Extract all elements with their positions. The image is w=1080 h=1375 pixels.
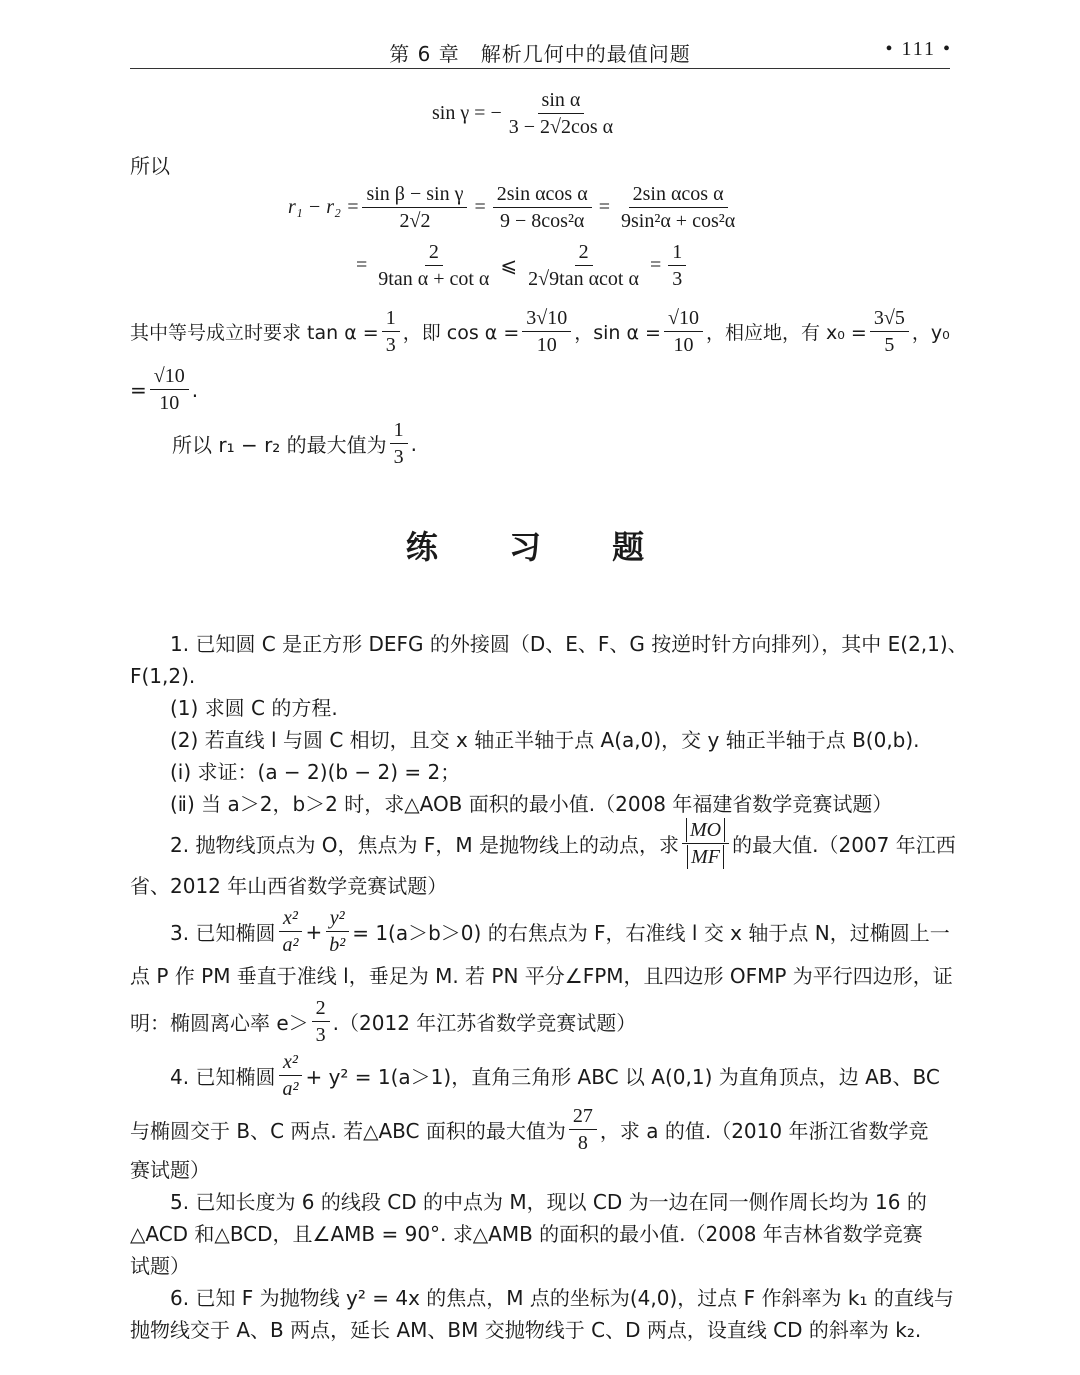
y0-period: . bbox=[191, 377, 199, 402]
eq-frac-3sqrt10-num: 3√10 bbox=[522, 306, 571, 332]
eq-frac-3sqrt5-num: 3√5 bbox=[870, 306, 909, 332]
exercise-2-text-b: 的最大值.（2007 年江西 bbox=[732, 833, 956, 857]
eq-text-b: ，即 cos α = bbox=[402, 322, 520, 344]
exercise-3-text-a: 3. 已知椭圆 bbox=[170, 921, 276, 945]
exercise-6-line2: 抛物线交于 A、B 两点，延长 AM、BM 交抛物线于 C、D 两点，设直线 CD 的斜率为 k₂. bbox=[130, 1318, 922, 1342]
exercise-3-e-den: 3 bbox=[315, 1024, 326, 1046]
y0-value-line bbox=[130, 364, 198, 415]
exercise-1-line1: 1. 已知圆 C 是正方形 DEFG 的外接圆（D、E、F、G 按逆时针方向排列），其中 E(2,1)、 bbox=[170, 632, 968, 656]
y0-frac-den: 10 bbox=[159, 392, 180, 414]
exercise-3-plus: + bbox=[305, 919, 323, 944]
formula-sin-gamma bbox=[432, 88, 620, 139]
exercise-4-x2: x² bbox=[279, 1050, 302, 1076]
exercise-2-text-a: 2. 抛物线顶点为 O，焦点为 F，M 是抛物线上的动点，求 bbox=[170, 833, 680, 857]
exercise-2-den bbox=[683, 844, 728, 869]
exercise-1-part2ii: (ⅱ) 当 a＞2，b＞2 时，求△AOB 面积的最小值.（2008 年福建省数学竞赛试题） bbox=[170, 792, 893, 816]
exercise-3-b2: b² bbox=[329, 934, 346, 956]
exercise-2-line1 bbox=[170, 818, 956, 869]
exercise-3-a2: a² bbox=[282, 934, 299, 956]
eq-frac-3sqrt5 bbox=[870, 306, 909, 357]
sin-gamma-fraction bbox=[505, 88, 617, 139]
conclusion-line bbox=[172, 418, 417, 469]
exercise-3-x2: x² bbox=[279, 906, 302, 932]
exercise-4-den: 8 bbox=[577, 1132, 588, 1154]
line2-f3-den: 3 bbox=[672, 268, 683, 290]
exercise-1-part1: (1) 求圆 C 的方程. bbox=[170, 696, 338, 720]
exercise-4-num: 27 bbox=[569, 1104, 597, 1130]
exercise-3-frac-y bbox=[325, 906, 349, 957]
sin-gamma-denominator: 3 − 2√2cos α bbox=[508, 116, 614, 138]
exercise-2-num bbox=[682, 818, 729, 844]
exercise-3-text-b: = 1(a＞b＞0) 的右焦点为 F，右准线 l 交 x 轴于点 N，过椭圆上一 bbox=[352, 921, 950, 945]
exercise-5-line2: △ACD 和△BCD，且∠AMB = 90°. 求△AMB 的面积的最小值.（2008 年吉林省数学竞赛 bbox=[130, 1222, 923, 1246]
line1-f2-den: 9 − 8cos²α bbox=[500, 210, 585, 232]
exercise-3-line3 bbox=[130, 996, 636, 1047]
line2-f2-num: 2 bbox=[575, 240, 593, 266]
exercise-3-line2: 点 P 作 PM 垂直于准线 l，垂足为 M. 若 PN 平分∠FPM，且四边形 OFMP 为平行四边形，证 bbox=[130, 964, 953, 988]
exercise-4-line2 bbox=[130, 1104, 928, 1155]
sin-gamma-numerator: sin α bbox=[538, 88, 585, 114]
eq-frac-1-3-den: 3 bbox=[385, 334, 396, 356]
eq-text-c: ，sin α = bbox=[574, 322, 661, 344]
y0-equals: = bbox=[130, 377, 147, 402]
exercise-6-line1: 6. 已知 F 为抛物线 y² = 4x 的焦点，M 点的坐标为(4,0)，过点 F 作斜率为 k₁ 的直线与 bbox=[170, 1286, 954, 1310]
exercise-2-den-abs: MF bbox=[687, 845, 724, 869]
page-number: • 111 • bbox=[885, 38, 952, 60]
exercise-5-line1: 5. 已知长度为 6 的线段 CD 的中点为 M，现以 CD 为一边在同一侧作周长均为 16 的 bbox=[170, 1190, 927, 1214]
exercise-4-a2: a² bbox=[282, 1078, 299, 1100]
line2-f3-num: 1 bbox=[668, 240, 686, 266]
sin-gamma-lhs: sin γ = − bbox=[432, 102, 502, 124]
y0-fraction bbox=[150, 364, 189, 415]
conclusion-period: . bbox=[410, 431, 418, 456]
eq-frac-1-3 bbox=[382, 306, 400, 357]
line2-f1-den: 9tan α + cot α bbox=[378, 268, 490, 290]
eq-text-d: ，相应地，有 x₀ = bbox=[705, 322, 867, 344]
exercise-3-y2: y² bbox=[326, 906, 349, 932]
exercise-4-frac bbox=[569, 1104, 597, 1155]
exercise-1-line2: F(1,2). bbox=[130, 664, 196, 688]
exercise-3-e-num: 2 bbox=[312, 996, 330, 1022]
exercise-3-line3-a: 明：椭圆离心率 e＞ bbox=[130, 1011, 309, 1035]
line1-f3-num: 2sin αcos α bbox=[629, 182, 728, 208]
conclusion-frac-den: 3 bbox=[393, 446, 404, 468]
formula-r-diff-line2: = $\frac{2}{\text{9tan α + cot α}}$ ⩽ $\frac{2}{\text{2√9tan αcot α}}$ = $\frac{1}{3}$ bbox=[356, 240, 689, 291]
conclusion-frac-num: 1 bbox=[390, 418, 408, 444]
chapter-header: 第 6 章 解析几何中的最值问题 bbox=[389, 42, 691, 66]
exercise-3-frac-e bbox=[312, 996, 330, 1047]
eq-frac-sqrt10-num: √10 bbox=[664, 306, 703, 332]
line2-fraction-3 bbox=[668, 240, 686, 291]
exercise-3-line3-b: .（2012 年江苏省数学竞赛试题） bbox=[332, 1011, 637, 1035]
exercise-4-line1 bbox=[170, 1050, 940, 1101]
r-diff-lhs: r₁ − r₂ = bbox=[288, 196, 360, 218]
line1-fraction-1 bbox=[362, 182, 467, 233]
eq-frac-sqrt10 bbox=[664, 306, 703, 357]
section-title: 练 习 题 bbox=[405, 528, 675, 566]
exercise-3-line1 bbox=[170, 906, 950, 957]
eq-text-e: ，y₀ bbox=[911, 322, 950, 344]
exercise-2-line2: 省、2012 年山西省数学竞赛试题） bbox=[130, 874, 448, 898]
eq-frac-3sqrt5-den: 5 bbox=[884, 334, 895, 356]
exercise-1-part2i: (ⅰ) 求证：(a − 2)(b − 2) = 2； bbox=[170, 760, 461, 784]
exercise-2-num-abs: MO bbox=[686, 818, 725, 842]
line1-f3-den: 9sin²α + cos²α bbox=[620, 210, 736, 232]
eq-frac-3sqrt10 bbox=[522, 306, 571, 357]
line1-fraction-2 bbox=[493, 182, 592, 233]
exercise-4-line2-b: ，求 a 的值.（2010 年浙江省数学竞 bbox=[599, 1119, 929, 1143]
eq-frac-1-3-num: 1 bbox=[382, 306, 400, 332]
line2-f1-num: 2 bbox=[425, 240, 443, 266]
eq-frac-3sqrt10-den: 10 bbox=[536, 334, 557, 356]
conclusion-fraction bbox=[390, 418, 408, 469]
line2-f2-den: 2√9tan αcot α bbox=[528, 268, 639, 290]
conclusion-text: 所以 r₁ − r₂ 的最大值为 bbox=[172, 433, 387, 457]
line1-f1-num: sin β − sin γ bbox=[362, 182, 467, 208]
formula-r-diff-line1: r₁ − r₂ = $\frac{\text{sin β − sin γ}}{2√2}$ = $\frac{\text{2sin αcos α}}{\text{9 − 8cos²α}}$ = $\frac{\text{2sin αcos α}}{\text{9sin²α + cos²α}}$ bbox=[288, 182, 742, 233]
header-rule bbox=[130, 68, 950, 69]
line1-f2-num: 2sin αcos α bbox=[493, 182, 592, 208]
equality-condition-line bbox=[130, 306, 950, 357]
line2-fraction-2 bbox=[524, 240, 643, 291]
exercise-5-line3: 试题） bbox=[130, 1254, 190, 1278]
line2-fraction-1 bbox=[374, 240, 493, 291]
text-suoyi: 所以 bbox=[130, 154, 170, 178]
eq-frac-sqrt10-den: 10 bbox=[673, 334, 694, 356]
exercise-1-part2: (2) 若直线 l 与圆 C 相切，且交 x 轴正半轴于点 A(a,0)，交 y 轴正半轴于点 B(0,b). bbox=[170, 728, 920, 752]
exercise-2-fraction bbox=[682, 818, 729, 869]
y0-frac-num: √10 bbox=[150, 364, 189, 390]
exercise-3-frac-x bbox=[278, 906, 302, 957]
eq-text-a: 其中等号成立时要求 tan α = bbox=[130, 322, 379, 344]
line1-fraction-3 bbox=[617, 182, 739, 233]
exercise-4-line2-a: 与椭圆交于 B、C 两点. 若△ABC 面积的最大值为 bbox=[130, 1119, 566, 1143]
exercise-4-text-a: 4. 已知椭圆 bbox=[170, 1065, 276, 1089]
exercise-4-frac-x bbox=[278, 1050, 302, 1101]
exercise-4-text-b: + y² = 1(a＞1)，直角三角形 ABC 以 A(0,1) 为直角顶点，边 AB、BC bbox=[305, 1065, 940, 1089]
line1-f1-den: 2√2 bbox=[399, 210, 431, 232]
exercise-4-line3: 赛试题） bbox=[130, 1158, 210, 1182]
